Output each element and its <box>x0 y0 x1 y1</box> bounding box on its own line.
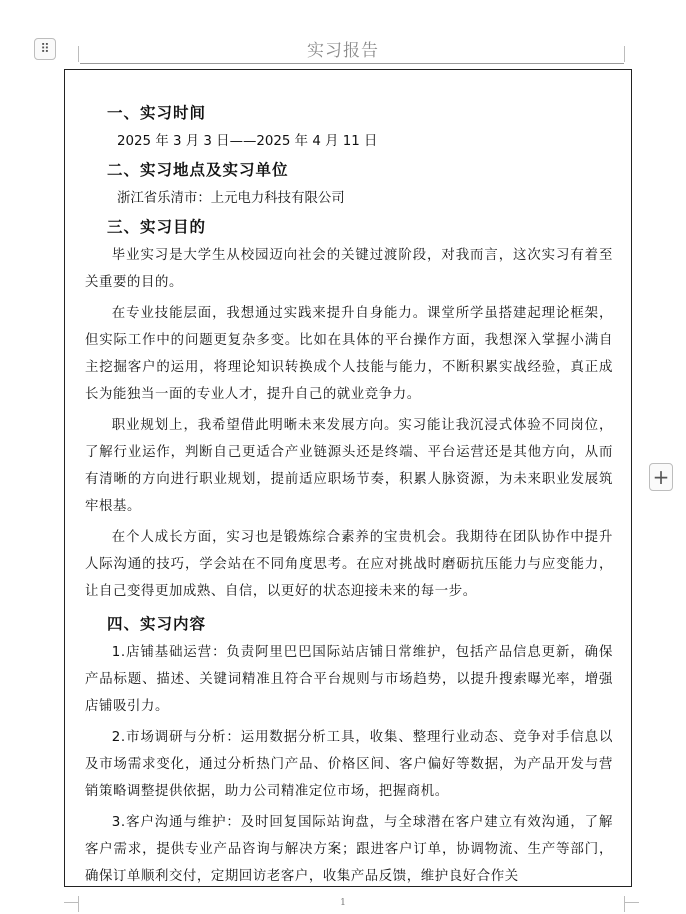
paragraph: 毕业实习是大学生从校园迈向社会的关键过渡阶段，对我而言，这次实习有着至关重要的目的。 <box>85 248 613 290</box>
section-heading: 四、实习内容 <box>107 615 207 633</box>
section-heading: 三、实习目的 <box>107 218 207 236</box>
add-block-button[interactable]: + <box>649 463 673 491</box>
drag-handle-icon[interactable]: ⠿ <box>34 38 56 60</box>
paragraph: 职业规划上，我希望借此明晰未来发展方向。实习能让我沉浸式体验不同岗位，了解行业运作，判断自己更适合产业链源头还是终端、平台运营还是其他方向，从而有清晰的方向进行职业规划，提前适应职场节奏，积累人脉资源，为未来职业发展筑牢根基。 <box>85 418 613 514</box>
paragraph: 3.客户沟通与维护：及时回复国际站询盘，与全球潜在客户建立有效沟通，了解客户需求，提供专业产品咨询与解决方案；跟进客户订单，协调物流、生产等部门，确保订单顺利交付，定期回访老客户，收集产品反馈，维护良好合作关 <box>85 815 613 884</box>
page-header-title: 实习报告 <box>307 41 379 61</box>
paragraph: 1.店铺基础运营：负责阿里巴巴国际站店铺日常维护，包括产品信息更新，确保产品标题、描述、关键词精准且符合平台规则与市场趋势，以提升搜索曝光率，增强店铺吸引力。 <box>85 645 613 714</box>
page-number: 1 <box>340 898 346 908</box>
crop-mark <box>624 46 625 62</box>
document-body[interactable] <box>85 70 613 887</box>
header-divider <box>80 63 624 64</box>
paragraph: 在专业技能层面，我想通过实践来提升自身能力。课堂所学虽搭建起理论框架，但实际工作中的问题更复杂多变。比如在具体的平台操作方面，我想深入掌握小满自主挖掘客户的运用，将理论知识转换成个人技能与能力，不断积累实战经验，真正成长为能独当一面的专业人才，提升自己的就业竞争力。 <box>85 306 613 402</box>
paragraph: 2.市场调研与分析：运用数据分析工具，收集、整理行业动态、竞争对手信息以及市场需求变化，通过分析热门产品、价格区间、客户偏好等数据，为产品开发与营销策略调整提供依据，助力公司精准定位市场，把握商机。 <box>85 730 613 799</box>
section-heading: 一、实习时间 <box>107 104 207 122</box>
document-page <box>64 69 632 887</box>
internship-dates: 2025 年 3 月 3 日——2025 年 4 月 11 日 <box>117 134 378 149</box>
section-heading: 二、实习地点及实习单位 <box>107 161 289 179</box>
paragraph: 在个人成长方面，实习也是锻炼综合素养的宝贵机会。我期待在团队协作中提升人际沟通的技巧，学会站在不同角度思考。在应对挑战时磨砺抗压能力与应变能力，让自己变得更加成熟、自信，以更好的状态迎接未来的每一步。 <box>85 530 613 599</box>
internship-location: 浙江省乐清市：上元电力科技有限公司 <box>117 191 345 206</box>
crop-mark <box>78 46 79 62</box>
